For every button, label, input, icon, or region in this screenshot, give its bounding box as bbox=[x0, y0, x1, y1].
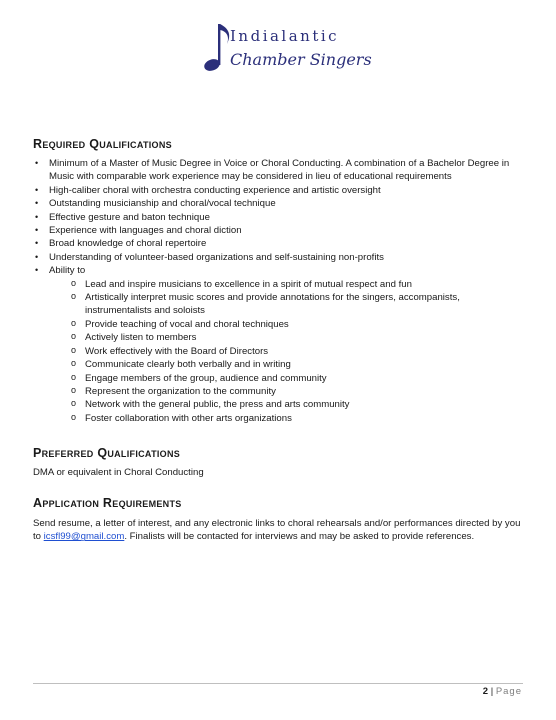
bullet-icon: • bbox=[35, 225, 39, 236]
bullet-icon: • bbox=[35, 184, 39, 195]
circle-bullet-icon: o bbox=[71, 291, 77, 302]
bullet-icon: • bbox=[35, 265, 39, 276]
sublist-item-text: Provide teaching of vocal and choral techniques bbox=[85, 318, 289, 330]
sublist-item bbox=[49, 412, 523, 425]
circle-bullet-icon: o bbox=[71, 277, 77, 288]
list-item bbox=[33, 237, 523, 250]
sublist-item-text: Engage members of the group, audience and community bbox=[85, 372, 327, 384]
list-item bbox=[33, 157, 523, 184]
list-item-text: Effective gesture and baton technique bbox=[49, 211, 210, 223]
sublist-item bbox=[49, 331, 523, 344]
page-word: Page bbox=[495, 686, 522, 697]
list-item bbox=[33, 224, 523, 237]
circle-bullet-icon: o bbox=[71, 344, 77, 355]
preferred-qualifications-text: DMA or equivalent in Choral Conducting bbox=[33, 467, 204, 478]
application-requirements-heading: Application Requirements bbox=[33, 496, 182, 510]
sublist-item bbox=[49, 291, 523, 318]
application-text-after: . Finalists will be contacted for interviews and may be asked to provide references. bbox=[124, 531, 475, 543]
sublist-item bbox=[49, 358, 523, 371]
list-item bbox=[33, 211, 523, 224]
email-link[interactable]: icsfl99@gmail.com bbox=[43, 531, 125, 543]
preferred-qualifications-heading: Preferred Qualifications bbox=[33, 446, 181, 460]
list-item bbox=[33, 251, 523, 264]
list-item-text: High-caliber choral with orchestra conducting experience and artistic oversight bbox=[49, 184, 381, 196]
logo bbox=[200, 18, 372, 78]
circle-bullet-icon: o bbox=[71, 371, 77, 382]
sublist-item-text: Represent the organization to the community bbox=[85, 385, 276, 397]
sublist-item-text: Lead and inspire musicians to excellence in a spirit of mutual respect and fun bbox=[85, 278, 412, 290]
list-item-text: Broad knowledge of choral repertoire bbox=[49, 238, 207, 250]
bullet-icon: • bbox=[35, 158, 39, 168]
ability-sublist bbox=[49, 278, 523, 425]
sublist-item bbox=[49, 372, 523, 385]
list-item bbox=[33, 184, 523, 197]
bullet-icon: • bbox=[35, 211, 39, 222]
list-item-text: Outstanding musicianship and choral/vocal technique bbox=[49, 198, 276, 210]
sublist-item bbox=[49, 398, 523, 411]
logo-title-line1: Indialantic bbox=[230, 27, 340, 45]
sublist-item-text: Network with the general public, the press and arts community bbox=[85, 399, 350, 411]
bullet-icon: • bbox=[35, 198, 39, 209]
bullet-icon: • bbox=[35, 238, 39, 249]
logo-title-line2: Chamber Singers bbox=[230, 50, 372, 69]
required-qualifications-list bbox=[33, 157, 523, 425]
sublist-item bbox=[49, 278, 523, 291]
circle-bullet-icon: o bbox=[71, 411, 77, 422]
sublist-item-text: Foster collaboration with other arts organizations bbox=[85, 412, 292, 424]
sublist-item-text: Artistically interpret music scores and provide annotations for the singers, accompanists, instrumentalists and soloists bbox=[85, 292, 460, 317]
application-requirements-text bbox=[33, 517, 523, 544]
circle-bullet-icon: o bbox=[71, 317, 77, 328]
application-text-before: Send resume, a letter of interest, and any electronic links to choral rehearsals and/or performances directed by you to bbox=[33, 518, 521, 543]
list-item-text: Understanding of volunteer-based organizations and self-sustaining non-profits bbox=[49, 251, 384, 263]
sublist-item bbox=[49, 345, 523, 358]
list-item bbox=[33, 197, 523, 210]
footer-divider bbox=[33, 683, 523, 684]
sublist-item-text: Actively listen to members bbox=[85, 332, 197, 344]
required-qualifications-heading: Required Qualifications bbox=[33, 137, 172, 151]
page-footer bbox=[483, 686, 522, 697]
page-number: 2 bbox=[482, 686, 489, 697]
sublist-item-text: Communicate clearly both verbally and in writing bbox=[85, 359, 291, 371]
sublist-item bbox=[49, 318, 523, 331]
sublist-item-text: Work effectively with the Board of Directors bbox=[85, 345, 269, 357]
list-item bbox=[33, 264, 523, 425]
list-item-text: Experience with languages and choral diction bbox=[49, 225, 242, 237]
list-item-text: Minimum of a Master of Music Degree in Voice or Choral Conducting. A combination of a Bachelor Degree in Music with comparable work experience may be considered in lieu of educational requirements bbox=[49, 158, 510, 183]
sublist-item bbox=[49, 385, 523, 398]
bullet-icon: • bbox=[35, 251, 39, 262]
circle-bullet-icon: o bbox=[71, 384, 77, 395]
circle-bullet-icon: o bbox=[71, 398, 77, 409]
circle-bullet-icon: o bbox=[71, 358, 77, 369]
page-separator: | bbox=[488, 686, 496, 697]
list-item-text: Ability to bbox=[49, 265, 86, 277]
circle-bullet-icon: o bbox=[71, 331, 77, 342]
